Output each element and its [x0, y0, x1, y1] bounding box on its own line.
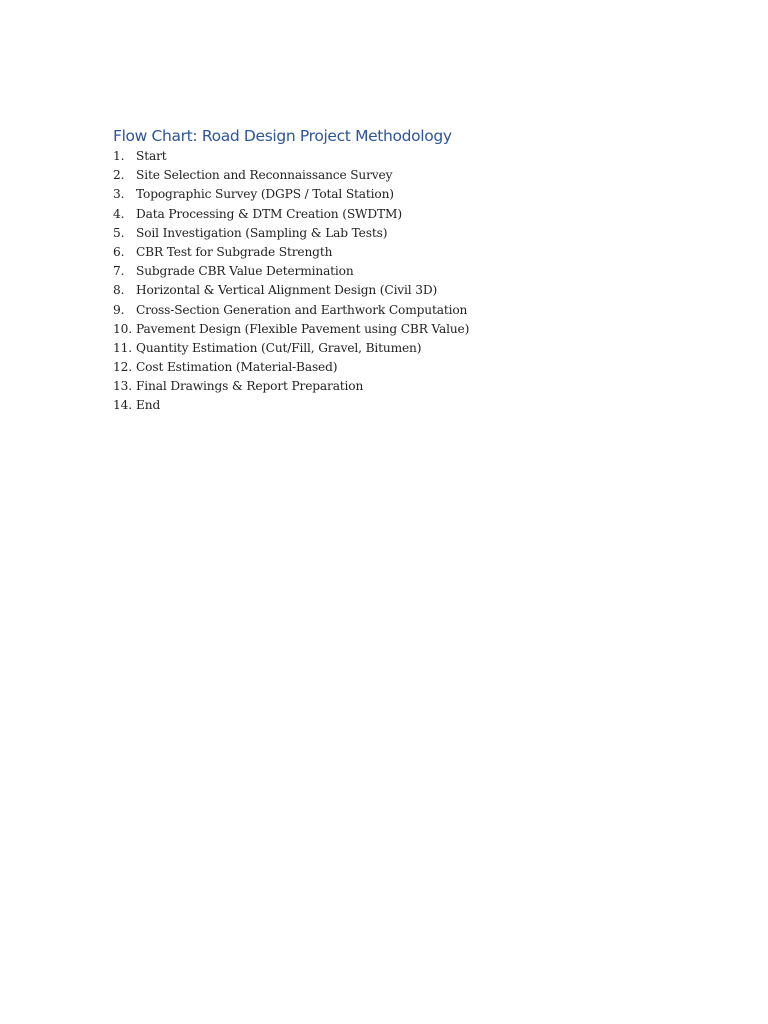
step-text: Data Processing & DTM Creation (SWDTM): [136, 206, 402, 221]
step-text: End: [136, 398, 161, 413]
step-text: Pavement Design (Flexible Pavement using CBR Value): [136, 321, 470, 336]
step-number: 2.: [113, 168, 125, 183]
step-text: Final Drawings & Report Preparation: [136, 379, 364, 394]
step-number: 1.: [113, 149, 125, 163]
methodology-steps-list: [113, 147, 713, 416]
list-item: [113, 224, 713, 243]
step-number: 6.: [113, 244, 125, 259]
step-text: Quantity Estimation (Cut/Fill, Gravel, Bitumen): [136, 340, 422, 355]
list-item: [113, 320, 713, 339]
document-content: [113, 125, 713, 416]
step-text: CBR Test for Subgrade Strength: [136, 244, 333, 259]
document-title: Flow Chart: Road Design Project Methodology: [113, 127, 452, 145]
step-text: Cross-Section Generation and Earthwork Computation: [136, 302, 468, 317]
list-item: [113, 396, 713, 415]
step-number: 4.: [113, 206, 125, 221]
list-item: [113, 301, 713, 320]
step-number: 12.: [113, 360, 132, 375]
step-text: Soil Investigation (Sampling & Lab Tests): [136, 225, 388, 240]
step-text: Topographic Survey (DGPS / Total Station): [136, 187, 394, 202]
list-item: [113, 339, 713, 358]
step-number: 13.: [113, 379, 132, 394]
step-number: 8.: [113, 283, 125, 298]
list-item: [113, 185, 713, 204]
list-item: [113, 205, 713, 224]
step-text: Subgrade CBR Value Determination: [136, 264, 354, 279]
step-number: 14.: [113, 398, 132, 413]
list-item: [113, 166, 713, 185]
step-number: 10.: [113, 321, 132, 336]
step-number: 11.: [113, 340, 132, 355]
list-item: [113, 243, 713, 262]
step-text: Cost Estimation (Material-Based): [136, 360, 338, 375]
step-number: 5.: [113, 225, 125, 240]
step-text: Site Selection and Reconnaissance Survey: [136, 168, 393, 183]
step-number: 3.: [113, 187, 125, 202]
step-text: Start: [136, 149, 167, 163]
list-item: [113, 281, 713, 300]
step-number: 7.: [113, 264, 125, 279]
list-item: [113, 262, 713, 281]
list-item: [113, 147, 713, 166]
step-text: Horizontal & Vertical Alignment Design (Civil 3D): [136, 283, 438, 298]
step-number: 9.: [113, 302, 125, 317]
list-item: [113, 358, 713, 377]
list-item: [113, 377, 713, 396]
